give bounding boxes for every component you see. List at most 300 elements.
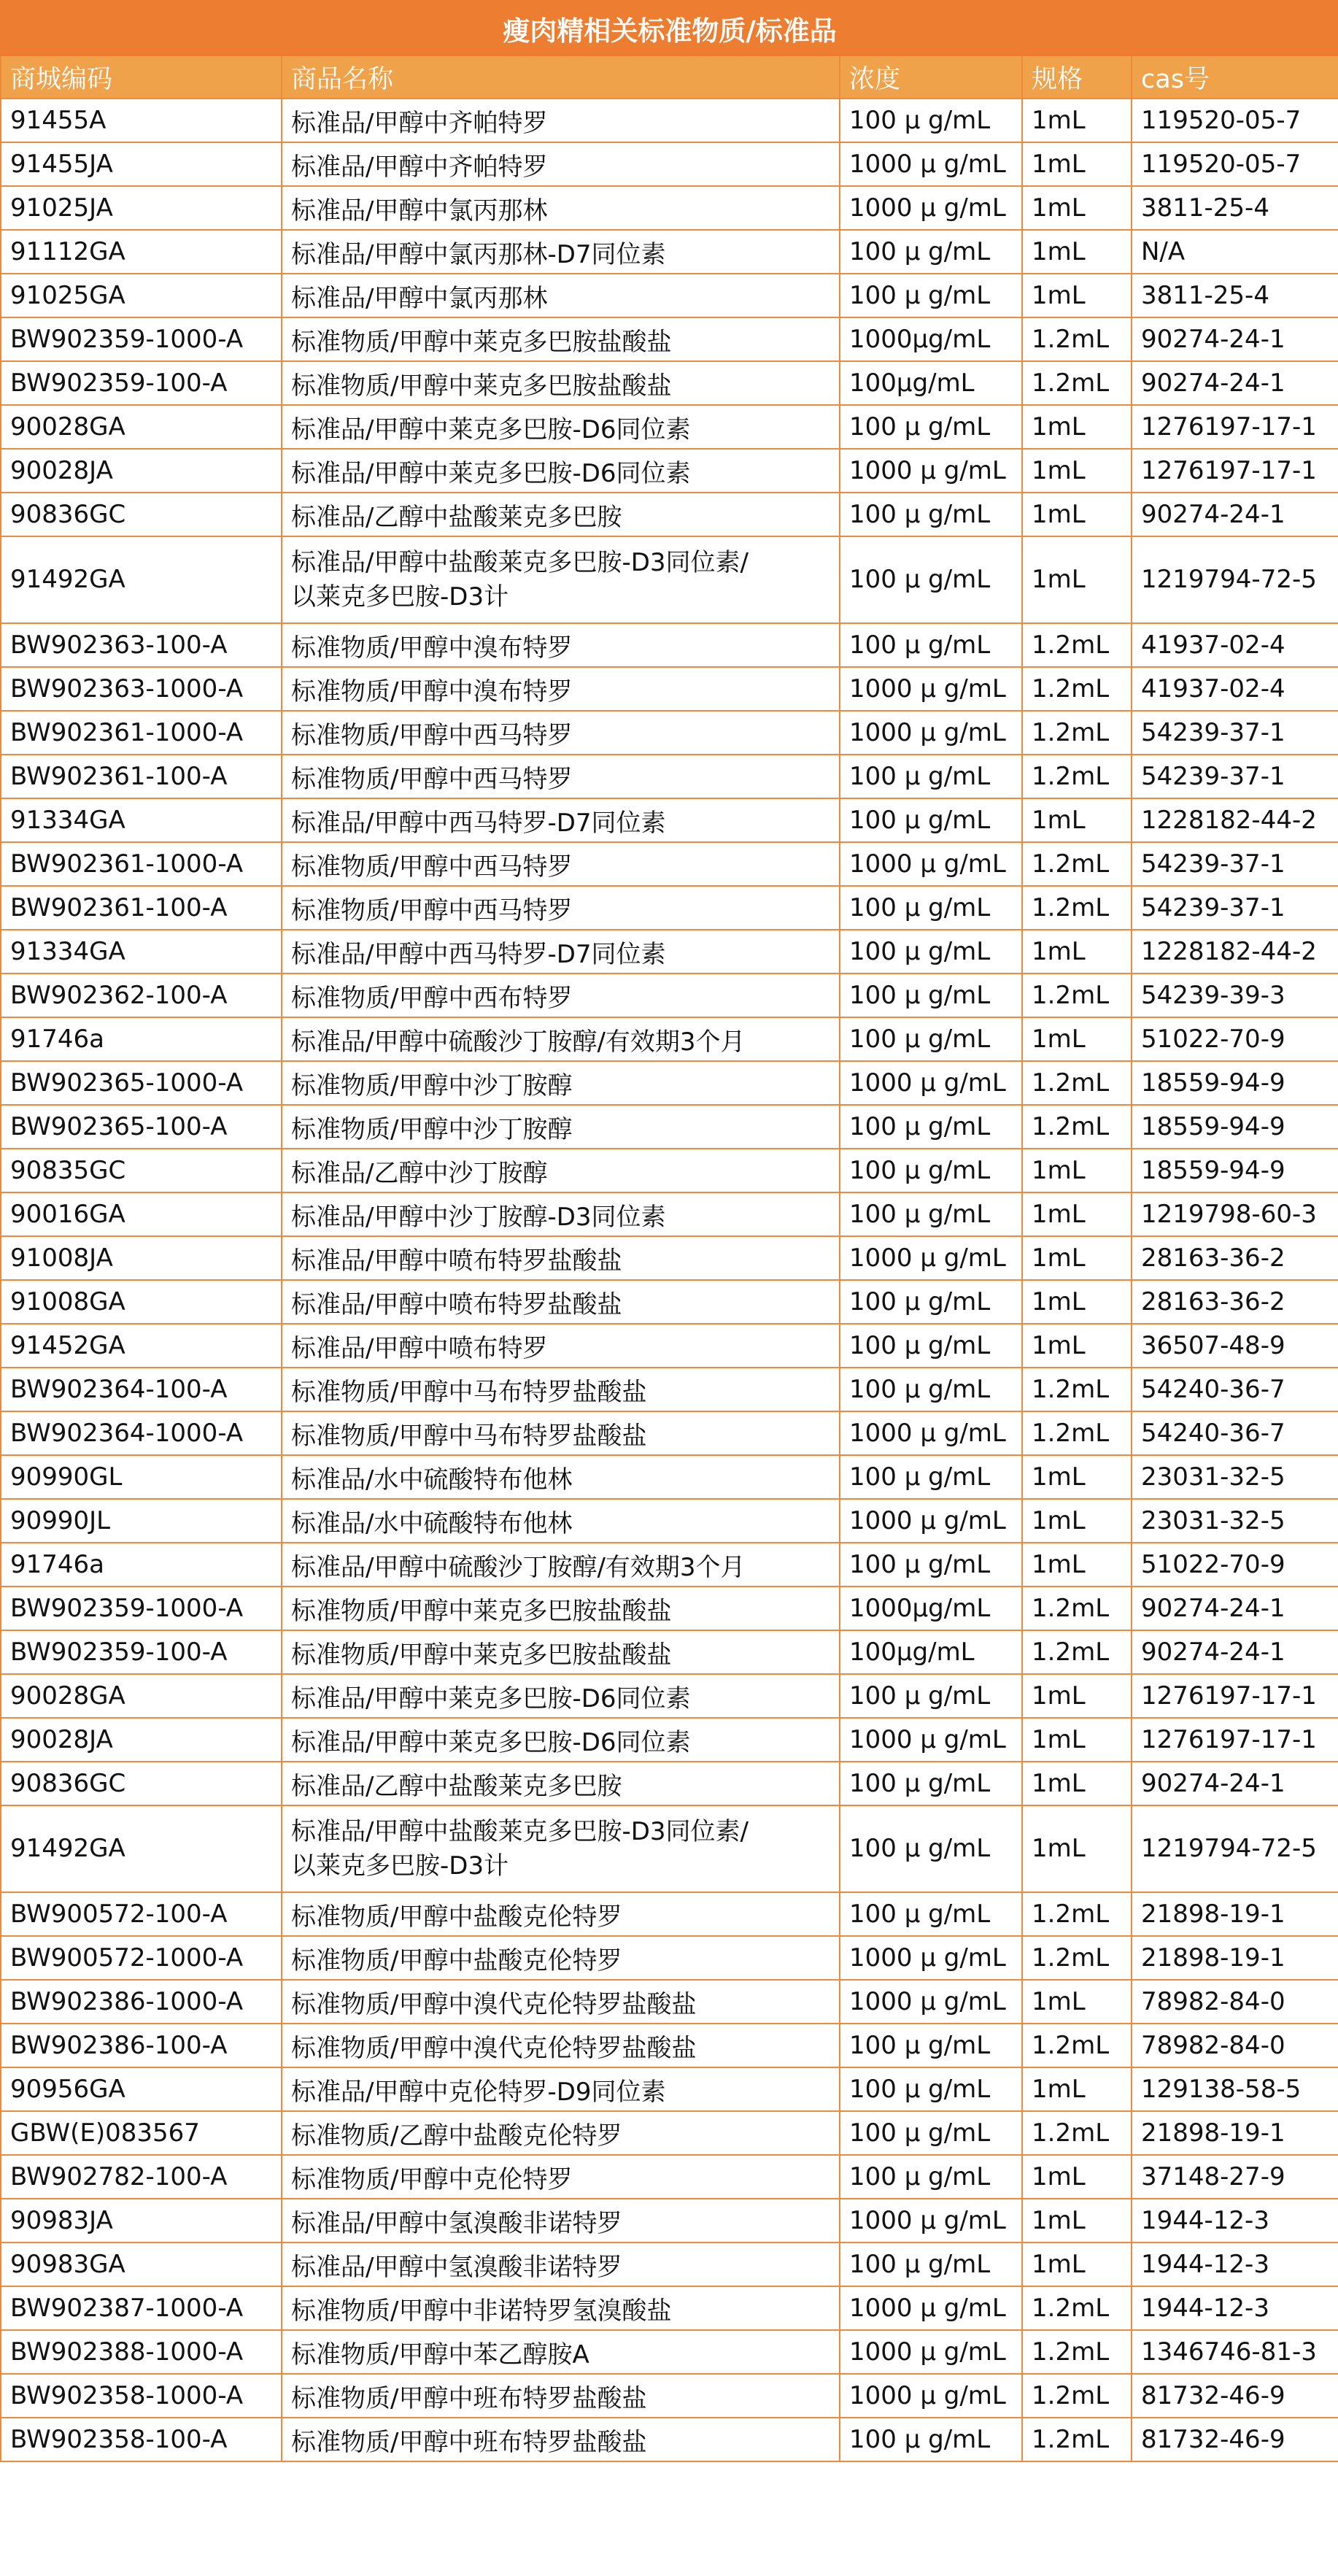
cell-spec: 1mL bbox=[1022, 1718, 1132, 1762]
cell-name-line: 标准物质/甲醇中马布特罗盐酸盐 bbox=[291, 1377, 647, 1407]
header-name: 商品名称 bbox=[282, 55, 840, 99]
cell-cas: 54239-39-3 bbox=[1132, 973, 1338, 1017]
cell-code: BW902362-100-A bbox=[1, 973, 282, 1017]
cell-spec: 1mL bbox=[1022, 142, 1132, 186]
cell-code: 90836GC bbox=[1, 493, 282, 536]
cell-name-line: 标准品/甲醇中沙丁胺醇-D3同位素 bbox=[291, 1202, 666, 1232]
cell-name bbox=[282, 2374, 840, 2418]
table-row bbox=[1, 1368, 1338, 1411]
cell-concentration: 100μg/mL bbox=[840, 361, 1022, 405]
cell-name bbox=[282, 1499, 840, 1543]
cell-cas: 18559-94-9 bbox=[1132, 1105, 1338, 1149]
cell-name bbox=[282, 536, 840, 623]
table-row bbox=[1, 1892, 1338, 1936]
cell-cas: 54240-36-7 bbox=[1132, 1411, 1338, 1455]
cell-name-line: 标准物质/甲醇中溴布特罗 bbox=[291, 633, 573, 663]
cell-name-line: 标准品/甲醇中喷布特罗盐酸盐 bbox=[291, 1246, 622, 1276]
table-row bbox=[1, 2111, 1338, 2155]
cell-name bbox=[282, 493, 840, 536]
cell-cas: 18559-94-9 bbox=[1132, 1149, 1338, 1192]
cell-name-line: 标准物质/甲醇中溴布特罗 bbox=[291, 676, 573, 706]
cell-spec: 1.2mL bbox=[1022, 711, 1132, 755]
cell-concentration: 1000 μ g/mL bbox=[840, 1980, 1022, 2024]
cell-name-line: 标准物质/甲醇中莱克多巴胺盐酸盐 bbox=[291, 371, 672, 401]
cell-cas: 1219794-72-5 bbox=[1132, 536, 1338, 623]
cell-cas: 1944-12-3 bbox=[1132, 2286, 1338, 2330]
cell-code: BW902359-1000-A bbox=[1, 317, 282, 361]
cell-code: 90028JA bbox=[1, 1718, 282, 1762]
cell-cas: 54239-37-1 bbox=[1132, 886, 1338, 930]
cell-name-line: 标准品/甲醇中氢溴酸非诺特罗 bbox=[291, 2252, 622, 2282]
table-row bbox=[1, 1411, 1338, 1455]
header-spec: 规格 bbox=[1022, 55, 1132, 99]
cell-name bbox=[282, 1630, 840, 1674]
cell-name bbox=[282, 1936, 840, 1980]
table-row bbox=[1, 1149, 1338, 1192]
cell-cas: 78982-84-0 bbox=[1132, 1980, 1338, 2024]
cell-concentration: 100 μ g/mL bbox=[840, 2155, 1022, 2199]
cell-cas: 28163-36-2 bbox=[1132, 1280, 1338, 1324]
cell-concentration: 1000 μ g/mL bbox=[840, 449, 1022, 493]
cell-cas: 18559-94-9 bbox=[1132, 1061, 1338, 1105]
cell-spec: 1.2mL bbox=[1022, 2330, 1132, 2374]
cell-cas: 1944-12-3 bbox=[1132, 2243, 1338, 2286]
cell-cas: 54239-37-1 bbox=[1132, 711, 1338, 755]
cell-name-line: 标准物质/甲醇中非诺特罗氢溴酸盐 bbox=[291, 2296, 672, 2326]
cell-spec: 1.2mL bbox=[1022, 1368, 1132, 1411]
cell-name-line: 标准物质/甲醇中沙丁胺醇 bbox=[291, 1114, 573, 1144]
cell-cas: 1276197-17-1 bbox=[1132, 1674, 1338, 1718]
cell-name bbox=[282, 361, 840, 405]
cell-name bbox=[282, 449, 840, 493]
cell-name-line: 标准品/水中硫酸特布他林 bbox=[291, 1465, 573, 1495]
table-row bbox=[1, 317, 1338, 361]
cell-cas: 21898-19-1 bbox=[1132, 1892, 1338, 1936]
cell-code: BW902388-1000-A bbox=[1, 2330, 282, 2374]
cell-name bbox=[282, 1324, 840, 1368]
cell-concentration: 100 μ g/mL bbox=[840, 536, 1022, 623]
cell-cas: 41937-02-4 bbox=[1132, 667, 1338, 711]
cell-concentration: 1000 μ g/mL bbox=[840, 2199, 1022, 2243]
cell-cas: 28163-36-2 bbox=[1132, 1236, 1338, 1280]
cell-spec: 1.2mL bbox=[1022, 2024, 1132, 2067]
cell-spec: 1mL bbox=[1022, 2243, 1132, 2286]
cell-concentration: 1000 μ g/mL bbox=[840, 1061, 1022, 1105]
table-row bbox=[1, 1455, 1338, 1499]
cell-spec: 1mL bbox=[1022, 1980, 1132, 2024]
cell-concentration: 100 μ g/mL bbox=[840, 1762, 1022, 1805]
cell-concentration: 1000μg/mL bbox=[840, 1586, 1022, 1630]
cell-code: BW902361-100-A bbox=[1, 886, 282, 930]
cell-spec: 1.2mL bbox=[1022, 1411, 1132, 1455]
cell-code: 91025GA bbox=[1, 274, 282, 317]
cell-concentration: 100 μ g/mL bbox=[840, 2243, 1022, 2286]
cell-code: BW902361-1000-A bbox=[1, 842, 282, 886]
cell-name-line: 标准物质/甲醇中班布特罗盐酸盐 bbox=[291, 2427, 647, 2457]
table-row bbox=[1, 1324, 1338, 1368]
cell-cas: 129138-58-5 bbox=[1132, 2067, 1338, 2111]
cell-concentration: 100 μ g/mL bbox=[840, 230, 1022, 274]
table-row bbox=[1, 1280, 1338, 1324]
cell-name-line: 标准品/甲醇中盐酸莱克多巴胺-D3同位素/ bbox=[291, 547, 749, 577]
cell-name bbox=[282, 186, 840, 230]
cell-name bbox=[282, 1674, 840, 1718]
cell-cas: 1228182-44-2 bbox=[1132, 798, 1338, 842]
cell-code: 91008JA bbox=[1, 1236, 282, 1280]
cell-concentration: 1000μg/mL bbox=[840, 317, 1022, 361]
cell-cas: 81732-46-9 bbox=[1132, 2418, 1338, 2461]
cell-code: BW902365-1000-A bbox=[1, 1061, 282, 1105]
cell-spec: 1mL bbox=[1022, 1149, 1132, 1192]
cell-code: 90836GC bbox=[1, 1762, 282, 1805]
cell-name bbox=[282, 2155, 840, 2199]
cell-name bbox=[282, 623, 840, 667]
table-title: 瘦肉精相关标准物质/标准品 bbox=[1, 1, 1338, 55]
cell-name-line: 标准物质/甲醇中西马特罗 bbox=[291, 720, 573, 750]
cell-name bbox=[282, 1762, 840, 1805]
cell-name bbox=[282, 1017, 840, 1061]
cell-code: 91746a bbox=[1, 1543, 282, 1586]
cell-spec: 1.2mL bbox=[1022, 886, 1132, 930]
cell-concentration: 1000 μ g/mL bbox=[840, 1411, 1022, 1455]
table-row bbox=[1, 755, 1338, 798]
cell-spec: 1.2mL bbox=[1022, 1586, 1132, 1630]
cell-concentration: 100 μ g/mL bbox=[840, 973, 1022, 1017]
cell-code: 91455A bbox=[1, 99, 282, 142]
table-row bbox=[1, 1980, 1338, 2024]
cell-name-line: 标准品/甲醇中氯丙那林 bbox=[291, 283, 548, 313]
cell-name bbox=[282, 1586, 840, 1630]
cell-concentration: 100 μ g/mL bbox=[840, 798, 1022, 842]
table-row bbox=[1, 1499, 1338, 1543]
cell-name bbox=[282, 1980, 840, 2024]
cell-name-line: 标准品/乙醇中盐酸莱克多巴胺 bbox=[291, 1771, 622, 1801]
table-row bbox=[1, 2155, 1338, 2199]
cell-concentration: 100 μ g/mL bbox=[840, 1674, 1022, 1718]
cell-name-line: 标准物质/甲醇中马布特罗盐酸盐 bbox=[291, 1421, 647, 1451]
cell-spec: 1.2mL bbox=[1022, 2111, 1132, 2155]
cell-concentration: 1000 μ g/mL bbox=[840, 1499, 1022, 1543]
table-row bbox=[1, 623, 1338, 667]
cell-spec: 1.2mL bbox=[1022, 973, 1132, 1017]
cell-spec: 1.2mL bbox=[1022, 1892, 1132, 1936]
cell-concentration: 1000 μ g/mL bbox=[840, 2286, 1022, 2330]
cell-name bbox=[282, 2243, 840, 2286]
cell-name bbox=[282, 99, 840, 142]
cell-spec: 1.2mL bbox=[1022, 1061, 1132, 1105]
cell-spec: 1mL bbox=[1022, 1236, 1132, 1280]
cell-cas: 36507-48-9 bbox=[1132, 1324, 1338, 1368]
cell-cas: 1276197-17-1 bbox=[1132, 1718, 1338, 1762]
cell-spec: 1.2mL bbox=[1022, 1105, 1132, 1149]
cell-name bbox=[282, 973, 840, 1017]
cell-name-line: 标准物质/甲醇中班布特罗盐酸盐 bbox=[291, 2383, 647, 2413]
cell-code: 90990GL bbox=[1, 1455, 282, 1499]
cell-code: BW900572-1000-A bbox=[1, 1936, 282, 1980]
table-row bbox=[1, 186, 1338, 230]
cell-spec: 1mL bbox=[1022, 1805, 1132, 1892]
cell-spec: 1mL bbox=[1022, 1499, 1132, 1543]
table-row bbox=[1, 1105, 1338, 1149]
table-row bbox=[1, 230, 1338, 274]
cell-code: 91455JA bbox=[1, 142, 282, 186]
cell-name-line: 标准物质/甲醇中莱克多巴胺盐酸盐 bbox=[291, 1596, 672, 1626]
cell-spec: 1mL bbox=[1022, 1455, 1132, 1499]
cell-cas: 54239-37-1 bbox=[1132, 842, 1338, 886]
cell-cas: 41937-02-4 bbox=[1132, 623, 1338, 667]
cell-name bbox=[282, 667, 840, 711]
cell-concentration: 100 μ g/mL bbox=[840, 405, 1022, 449]
table-row bbox=[1, 2286, 1338, 2330]
cell-code: 91746a bbox=[1, 1017, 282, 1061]
cell-name bbox=[282, 755, 840, 798]
cell-name-line: 标准品/甲醇中莱克多巴胺-D6同位素 bbox=[291, 1684, 691, 1713]
cell-concentration: 100 μ g/mL bbox=[840, 623, 1022, 667]
cell-cas: 1228182-44-2 bbox=[1132, 930, 1338, 973]
cell-concentration: 100 μ g/mL bbox=[840, 1017, 1022, 1061]
cell-name-line: 标准品/甲醇中莱克多巴胺-D6同位素 bbox=[291, 1727, 691, 1757]
cell-name-line: 标准物质/甲醇中西马特罗 bbox=[291, 764, 573, 794]
cell-name-line: 标准品/甲醇中克伦特罗-D9同位素 bbox=[291, 2077, 666, 2107]
cell-name bbox=[282, 1805, 840, 1892]
cell-spec: 1.2mL bbox=[1022, 667, 1132, 711]
cell-code: BW902365-100-A bbox=[1, 1105, 282, 1149]
cell-name-line: 标准品/水中硫酸特布他林 bbox=[291, 1508, 573, 1538]
cell-spec: 1.2mL bbox=[1022, 1936, 1132, 1980]
table-row bbox=[1, 274, 1338, 317]
cell-name-line: 标准品/甲醇中莱克多巴胺-D6同位素 bbox=[291, 414, 691, 444]
table-row bbox=[1, 1192, 1338, 1236]
cell-spec: 1mL bbox=[1022, 930, 1132, 973]
header-cas: cas号 bbox=[1132, 55, 1338, 99]
cell-name bbox=[282, 1061, 840, 1105]
cell-spec: 1mL bbox=[1022, 1324, 1132, 1368]
cell-name-line: 标准物质/甲醇中沙丁胺醇 bbox=[291, 1071, 573, 1100]
table-row bbox=[1, 1805, 1338, 1892]
cell-spec: 1mL bbox=[1022, 230, 1132, 274]
cell-concentration: 100 μ g/mL bbox=[840, 99, 1022, 142]
cell-spec: 1mL bbox=[1022, 186, 1132, 230]
cell-name-line: 标准品/甲醇中喷布特罗盐酸盐 bbox=[291, 1289, 622, 1319]
table-row bbox=[1, 2024, 1338, 2067]
cell-spec: 1mL bbox=[1022, 1674, 1132, 1718]
cell-spec: 1.2mL bbox=[1022, 623, 1132, 667]
table-row bbox=[1, 1017, 1338, 1061]
cell-name bbox=[282, 1892, 840, 1936]
cell-concentration: 100 μ g/mL bbox=[840, 1892, 1022, 1936]
cell-code: BW902361-1000-A bbox=[1, 711, 282, 755]
cell-spec: 1.2mL bbox=[1022, 842, 1132, 886]
cell-spec: 1.2mL bbox=[1022, 361, 1132, 405]
cell-concentration: 100 μ g/mL bbox=[840, 1543, 1022, 1586]
cell-name-line: 标准品/乙醇中盐酸莱克多巴胺 bbox=[291, 502, 622, 532]
cell-spec: 1mL bbox=[1022, 1280, 1132, 1324]
cell-spec: 1mL bbox=[1022, 99, 1132, 142]
cell-cas: 1219794-72-5 bbox=[1132, 1805, 1338, 1892]
cell-code: 90028GA bbox=[1, 1674, 282, 1718]
cell-name bbox=[282, 230, 840, 274]
cell-cas: 90274-24-1 bbox=[1132, 361, 1338, 405]
table-row bbox=[1, 1674, 1338, 1718]
cell-spec: 1mL bbox=[1022, 274, 1132, 317]
cell-name bbox=[282, 711, 840, 755]
cell-code: BW902386-1000-A bbox=[1, 1980, 282, 2024]
cell-code: BW902358-1000-A bbox=[1, 2374, 282, 2418]
cell-name bbox=[282, 930, 840, 973]
cell-concentration: 100 μ g/mL bbox=[840, 2067, 1022, 2111]
cell-name-line: 标准品/甲醇中氢溴酸非诺特罗 bbox=[291, 2208, 622, 2238]
cell-spec: 1mL bbox=[1022, 1017, 1132, 1061]
table-row bbox=[1, 2243, 1338, 2286]
cell-code: 91334GA bbox=[1, 798, 282, 842]
cell-code: 91025JA bbox=[1, 186, 282, 230]
cell-name bbox=[282, 1280, 840, 1324]
header-row bbox=[1, 55, 1338, 99]
table-row bbox=[1, 1586, 1338, 1630]
cell-name bbox=[282, 886, 840, 930]
table-row bbox=[1, 842, 1338, 886]
table-row bbox=[1, 1061, 1338, 1105]
cell-cas: 23031-32-5 bbox=[1132, 1499, 1338, 1543]
cell-concentration: 100μg/mL bbox=[840, 1630, 1022, 1674]
cell-name bbox=[282, 405, 840, 449]
cell-concentration: 1000 μ g/mL bbox=[840, 1236, 1022, 1280]
cell-cas: 51022-70-9 bbox=[1132, 1543, 1338, 1586]
table-row bbox=[1, 493, 1338, 536]
cell-concentration: 1000 μ g/mL bbox=[840, 1936, 1022, 1980]
table-row bbox=[1, 1762, 1338, 1805]
cell-name bbox=[282, 2024, 840, 2067]
cell-code: 90983JA bbox=[1, 2199, 282, 2243]
cell-name-line: 标准品/甲醇中氯丙那林 bbox=[291, 196, 548, 225]
cell-spec: 1.2mL bbox=[1022, 2374, 1132, 2418]
cell-name-line: 标准物质/甲醇中盐酸克伦特罗 bbox=[291, 1946, 622, 1975]
cell-concentration: 100 μ g/mL bbox=[840, 2111, 1022, 2155]
cell-name bbox=[282, 317, 840, 361]
cell-name-line: 标准物质/甲醇中盐酸克伦特罗 bbox=[291, 1902, 622, 1932]
cell-spec: 1.2mL bbox=[1022, 317, 1132, 361]
cell-name-line: 标准物质/甲醇中西布特罗 bbox=[291, 983, 573, 1013]
cell-code: 91452GA bbox=[1, 1324, 282, 1368]
cell-name bbox=[282, 1543, 840, 1586]
table-row bbox=[1, 142, 1338, 186]
cell-cas: 119520-05-7 bbox=[1132, 99, 1338, 142]
cell-code: 91008GA bbox=[1, 1280, 282, 1324]
cell-code: BW902364-1000-A bbox=[1, 1411, 282, 1455]
cell-cas: 3811-25-4 bbox=[1132, 186, 1338, 230]
cell-concentration: 100 μ g/mL bbox=[840, 1805, 1022, 1892]
cell-cas: 21898-19-1 bbox=[1132, 2111, 1338, 2155]
cell-cas: 54240-36-7 bbox=[1132, 1368, 1338, 1411]
cell-spec: 1mL bbox=[1022, 1192, 1132, 1236]
cell-concentration: 100 μ g/mL bbox=[840, 1149, 1022, 1192]
cell-spec: 1.2mL bbox=[1022, 2286, 1132, 2330]
table-row bbox=[1, 973, 1338, 1017]
cell-cas: 51022-70-9 bbox=[1132, 1017, 1338, 1061]
cell-name-line: 标准品/甲醇中齐帕特罗 bbox=[291, 152, 548, 182]
cell-concentration: 100 μ g/mL bbox=[840, 1192, 1022, 1236]
cell-code: 90983GA bbox=[1, 2243, 282, 2286]
cell-code: BW902363-100-A bbox=[1, 623, 282, 667]
cell-concentration: 100 μ g/mL bbox=[840, 1280, 1022, 1324]
table-row bbox=[1, 536, 1338, 623]
cell-cas: 90274-24-1 bbox=[1132, 493, 1338, 536]
cell-name-line: 标准品/甲醇中氯丙那林-D7同位素 bbox=[291, 239, 666, 269]
cell-code: 90016GA bbox=[1, 1192, 282, 1236]
cell-concentration: 1000 μ g/mL bbox=[840, 2330, 1022, 2374]
table-row bbox=[1, 2067, 1338, 2111]
cell-name-line: 标准品/甲醇中西马特罗-D7同位素 bbox=[291, 808, 666, 838]
cell-code: 91492GA bbox=[1, 1805, 282, 1892]
cell-spec: 1.2mL bbox=[1022, 1630, 1132, 1674]
cell-name bbox=[282, 2418, 840, 2461]
cell-cas: 1276197-17-1 bbox=[1132, 449, 1338, 493]
cell-cas: 23031-32-5 bbox=[1132, 1455, 1338, 1499]
cell-code: 91492GA bbox=[1, 536, 282, 623]
header-code: 商城编码 bbox=[1, 55, 282, 99]
cell-name bbox=[282, 142, 840, 186]
header-concentration: 浓度 bbox=[840, 55, 1022, 99]
table-row bbox=[1, 2374, 1338, 2418]
cell-code: 90835GC bbox=[1, 1149, 282, 1192]
table-row bbox=[1, 99, 1338, 142]
cell-concentration: 100 μ g/mL bbox=[840, 930, 1022, 973]
cell-name bbox=[282, 1105, 840, 1149]
cell-cas: 90274-24-1 bbox=[1132, 317, 1338, 361]
cell-spec: 1mL bbox=[1022, 1543, 1132, 1586]
cell-name-line: 标准物质/甲醇中西马特罗 bbox=[291, 852, 573, 882]
cell-code: BW902363-1000-A bbox=[1, 667, 282, 711]
cell-name bbox=[282, 2199, 840, 2243]
table-row bbox=[1, 2199, 1338, 2243]
cell-cas: N/A bbox=[1132, 230, 1338, 274]
cell-code: BW902387-1000-A bbox=[1, 2286, 282, 2330]
cell-name bbox=[282, 1192, 840, 1236]
cell-name-line: 标准物质/甲醇中溴代克伦特罗盐酸盐 bbox=[291, 2033, 697, 2063]
cell-name-line: 标准物质/乙醇中盐酸克伦特罗 bbox=[291, 2121, 622, 2151]
cell-code: BW902359-100-A bbox=[1, 361, 282, 405]
cell-cas: 1346746-81-3 bbox=[1132, 2330, 1338, 2374]
cell-concentration: 100 μ g/mL bbox=[840, 1455, 1022, 1499]
cell-spec: 1mL bbox=[1022, 2067, 1132, 2111]
cell-code: BW902386-100-A bbox=[1, 2024, 282, 2067]
cell-concentration: 1000 μ g/mL bbox=[840, 667, 1022, 711]
cell-name-line: 标准品/甲醇中齐帕特罗 bbox=[291, 108, 548, 138]
cell-spec: 1mL bbox=[1022, 536, 1132, 623]
cell-code: 90028GA bbox=[1, 405, 282, 449]
cell-concentration: 1000 μ g/mL bbox=[840, 711, 1022, 755]
table-row bbox=[1, 361, 1338, 405]
cell-name bbox=[282, 798, 840, 842]
cell-cas: 1276197-17-1 bbox=[1132, 405, 1338, 449]
cell-spec: 1mL bbox=[1022, 405, 1132, 449]
cell-cas: 81732-46-9 bbox=[1132, 2374, 1338, 2418]
cell-cas: 54239-37-1 bbox=[1132, 755, 1338, 798]
cell-name-line: 以莱克多巴胺-D3计 bbox=[291, 582, 509, 612]
cell-code: 90028JA bbox=[1, 449, 282, 493]
cell-name bbox=[282, 2111, 840, 2155]
cell-concentration: 1000 μ g/mL bbox=[840, 842, 1022, 886]
cell-cas: 119520-05-7 bbox=[1132, 142, 1338, 186]
cell-name bbox=[282, 1236, 840, 1280]
cell-name-line: 标准品/甲醇中西马特罗-D7同位素 bbox=[291, 939, 666, 969]
cell-concentration: 1000 μ g/mL bbox=[840, 142, 1022, 186]
cell-code: BW902782-100-A bbox=[1, 2155, 282, 2199]
cell-code: BW902359-100-A bbox=[1, 1630, 282, 1674]
cell-name bbox=[282, 274, 840, 317]
table-row bbox=[1, 405, 1338, 449]
cell-spec: 1mL bbox=[1022, 798, 1132, 842]
